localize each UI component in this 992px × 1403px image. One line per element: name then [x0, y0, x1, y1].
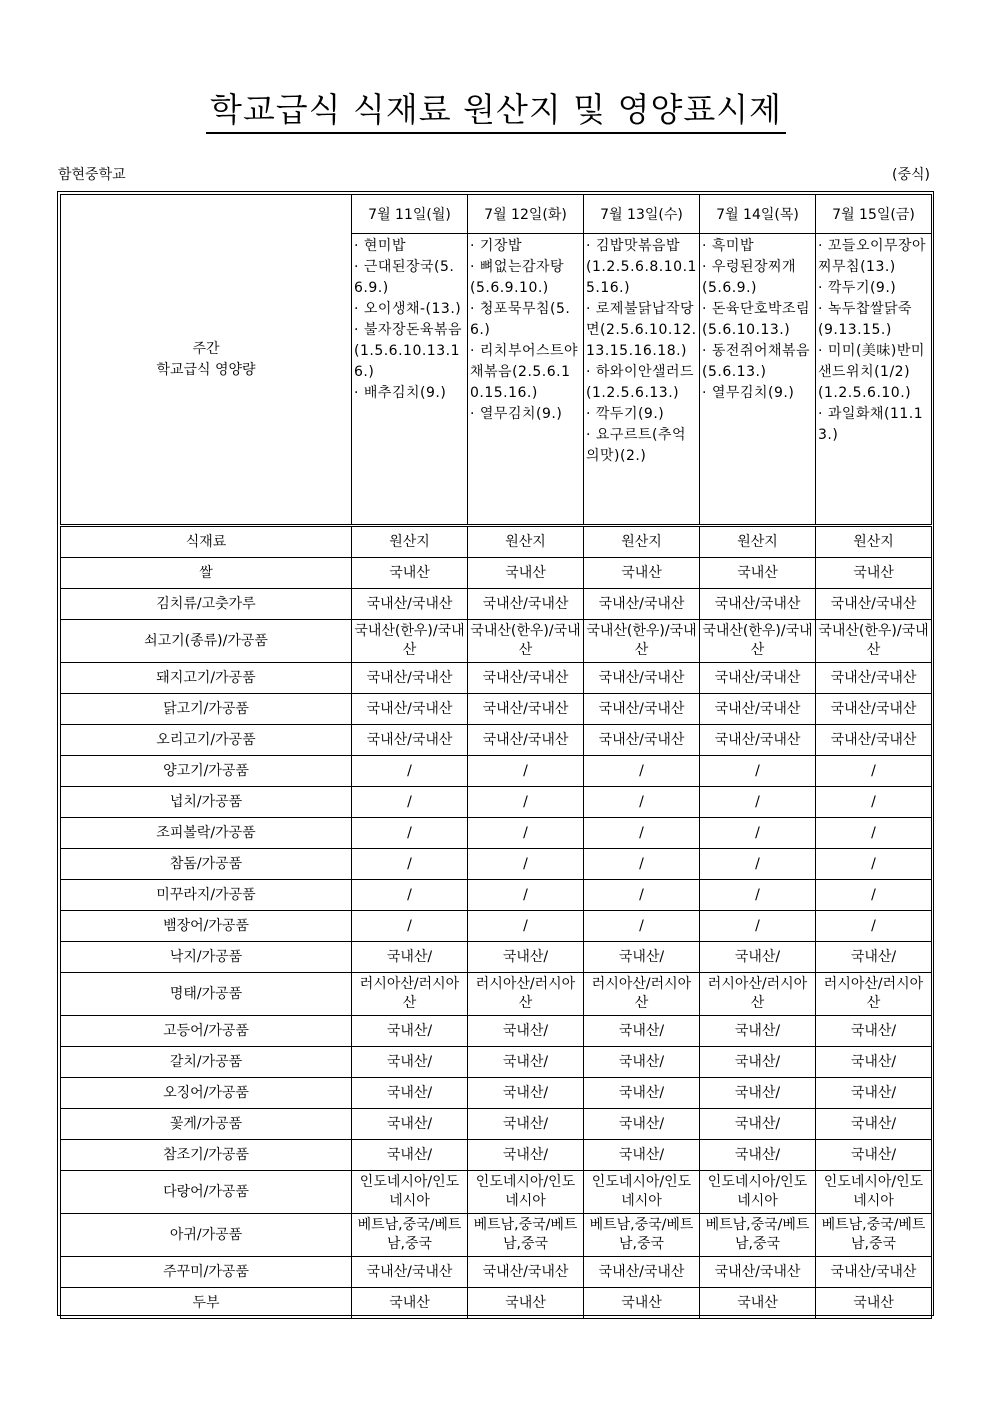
menu-item: · 과일화채(11.13.) — [818, 406, 924, 443]
origin-cell: 국내산/ — [468, 1109, 584, 1140]
origin-cell: 국내산/국내산 — [468, 663, 584, 694]
menu-cell — [584, 234, 700, 525]
ingredient-name: 넙치/가공품 — [61, 787, 352, 818]
origin-cell: 원산지 — [468, 527, 584, 558]
origin-cell: 국내산(한우)/국내산 — [816, 620, 932, 663]
origin-cell: 국내산/국내산 — [816, 694, 932, 725]
nutrition-label-line2: 학교급식 영양량 — [156, 361, 256, 378]
origin-cell: 국내산/ — [584, 1078, 700, 1109]
menu-item: · 녹두찹쌀닭죽(9.13.15.) — [818, 301, 913, 338]
origin-cell: 국내산 — [468, 1288, 584, 1319]
origin-cell: / — [700, 880, 816, 911]
menu-item: · 깍두기(9.) — [818, 280, 897, 296]
menu-item: · 청포묵무침(5.6.) — [470, 301, 571, 338]
origin-cell: 베트남,중국/베트남,중국 — [700, 1214, 816, 1257]
menu-item: · 미미(美味)반미샌드위치(1/2)(1.2.5.6.10.) — [818, 343, 925, 401]
ingredient-name: 오리고기/가공품 — [61, 725, 352, 756]
origin-cell: 국내산 — [816, 1288, 932, 1319]
origin-cell: / — [700, 849, 816, 880]
origin-cell: 국내산/국내산 — [352, 663, 468, 694]
origin-cell: 국내산/국내산 — [816, 589, 932, 620]
origin-cell: / — [700, 787, 816, 818]
origin-cell: / — [352, 911, 468, 942]
origin-cell: 국내산/국내산 — [700, 589, 816, 620]
table-row — [61, 1078, 932, 1109]
ingredient-name: 조피볼락/가공품 — [61, 818, 352, 849]
ingredient-name: 낙지/가공품 — [61, 942, 352, 973]
menu-item: · 현미밥 — [354, 238, 406, 254]
origin-cell: 국내산 — [584, 558, 700, 589]
weekly-menu-table — [60, 194, 932, 525]
table-row — [61, 880, 932, 911]
origin-cell: 국내산/국내산 — [468, 1257, 584, 1288]
page-title: 학교급식 식재료 원산지 및 영양표시제 — [0, 88, 992, 134]
ingredient-name: 쌀 — [61, 558, 352, 589]
menu-item: · 열무김치(9.) — [702, 385, 795, 401]
origin-cell: 러시아산/러시아산 — [584, 973, 700, 1016]
origin-cell: 국내산/ — [584, 1140, 700, 1171]
menu-item: · 꼬들오이무장아찌무침(13.) — [818, 238, 927, 275]
origin-cell: 국내산/국내산 — [352, 1257, 468, 1288]
ingredient-name: 명태/가공품 — [61, 973, 352, 1016]
nutrition-label — [61, 195, 352, 525]
ingredient-name: 닭고기/가공품 — [61, 694, 352, 725]
menu-cell — [352, 234, 468, 525]
origin-cell: 베트남,중국/베트남,중국 — [352, 1214, 468, 1257]
origin-cell: 인도네시아/인도네시아 — [700, 1171, 816, 1214]
origin-cell: 국내산/국내산 — [468, 694, 584, 725]
origin-cell: / — [584, 818, 700, 849]
origin-cell: 국내산/ — [584, 1047, 700, 1078]
origin-cell: 국내산/ — [352, 1078, 468, 1109]
table-row — [61, 694, 932, 725]
origin-cell: 국내산/ — [584, 942, 700, 973]
origin-cell: 국내산/ — [816, 942, 932, 973]
ingredient-name: 식재료 — [61, 527, 352, 558]
date-header: 7월 14일(목) — [700, 195, 816, 234]
table-row — [61, 756, 932, 787]
origin-cell: 국내산 — [700, 558, 816, 589]
origin-cell: 국내산/ — [584, 1016, 700, 1047]
origin-cell: 국내산/국내산 — [352, 589, 468, 620]
origin-cell: 인도네시아/인도네시아 — [352, 1171, 468, 1214]
origin-cell: / — [816, 756, 932, 787]
origin-cell: 국내산/ — [352, 1016, 468, 1047]
origin-cell: 국내산/ — [468, 1140, 584, 1171]
table-row — [61, 527, 932, 558]
menu-item: · 김밥맛볶음밥(1.2.5.6.8.10.15.16.) — [586, 238, 697, 296]
origin-cell: / — [352, 880, 468, 911]
origin-cell: 국내산/ — [816, 1078, 932, 1109]
origin-cell: / — [468, 787, 584, 818]
origin-cell: 국내산/국내산 — [700, 663, 816, 694]
origin-cell: / — [584, 756, 700, 787]
ingredient-name: 갈치/가공품 — [61, 1047, 352, 1078]
origin-cell: / — [816, 849, 932, 880]
origin-cell: 국내산/ — [352, 942, 468, 973]
origin-cell: 러시아산/러시아산 — [816, 973, 932, 1016]
menu-item: · 리치부어스트야채볶음(2.5.6.10.15.16.) — [470, 343, 579, 401]
table-row — [61, 589, 932, 620]
origin-cell: / — [816, 880, 932, 911]
origin-cell: 국내산/국내산 — [584, 694, 700, 725]
menu-item: · 불자장돈육볶음(1.5.6.10.13.16.) — [354, 322, 463, 380]
origin-cell: / — [700, 818, 816, 849]
table-row — [61, 1257, 932, 1288]
origin-cell: 국내산 — [700, 1288, 816, 1319]
origin-cell: 원산지 — [352, 527, 468, 558]
origin-cell: 국내산/국내산 — [352, 694, 468, 725]
origin-cell: 원산지 — [584, 527, 700, 558]
origin-cell: 원산지 — [816, 527, 932, 558]
origin-cell: / — [352, 787, 468, 818]
table-row — [61, 1171, 932, 1214]
date-header: 7월 12일(화) — [468, 195, 584, 234]
origin-cell: 국내산/ — [352, 1109, 468, 1140]
origin-cell: / — [352, 756, 468, 787]
table-row — [61, 849, 932, 880]
menu-item: · 배추김치(9.) — [354, 385, 447, 401]
origin-cell: 국내산/ — [468, 1016, 584, 1047]
table-row — [61, 1214, 932, 1257]
table-row — [61, 620, 932, 663]
ingredient-name: 참조기/가공품 — [61, 1140, 352, 1171]
origin-cell: 국내산 — [816, 558, 932, 589]
meal-type: (중식) — [892, 167, 930, 183]
origin-cell: / — [468, 818, 584, 849]
date-header: 7월 15일(금) — [816, 195, 932, 234]
ingredient-name: 다랑어/가공품 — [61, 1171, 352, 1214]
table-row — [61, 725, 932, 756]
origin-cell: 국내산 — [584, 1288, 700, 1319]
origin-cell: / — [468, 849, 584, 880]
origin-cell: 국내산/ — [352, 1047, 468, 1078]
date-header: 7월 13일(수) — [584, 195, 700, 234]
ingredient-name: 돼지고기/가공품 — [61, 663, 352, 694]
origin-cell: / — [352, 818, 468, 849]
menu-cell — [468, 234, 584, 525]
origin-cell: 국내산/ — [816, 1109, 932, 1140]
origin-cell: 베트남,중국/베트남,중국 — [468, 1214, 584, 1257]
ingredient-name: 고등어/가공품 — [61, 1016, 352, 1047]
origin-cell: 국내산(한우)/국내산 — [468, 620, 584, 663]
table-row — [61, 558, 932, 589]
menu-item: · 뼈없는감자탕(5.6.9.10.) — [470, 259, 565, 296]
origin-cell: 국내산/국내산 — [584, 589, 700, 620]
origin-cell: / — [816, 787, 932, 818]
origin-cell: 국내산/ — [816, 1140, 932, 1171]
ingredient-name: 꽃게/가공품 — [61, 1109, 352, 1140]
origin-cell: 국내산/국내산 — [700, 1257, 816, 1288]
origin-cell: / — [584, 880, 700, 911]
ingredient-name: 양고기/가공품 — [61, 756, 352, 787]
origin-cell: 국내산 — [352, 1288, 468, 1319]
table-row — [61, 1288, 932, 1319]
table-row — [61, 911, 932, 942]
ingredient-name: 오징어/가공품 — [61, 1078, 352, 1109]
origin-cell: / — [584, 787, 700, 818]
menu-item: · 흑미밥 — [702, 238, 754, 254]
origin-table — [60, 526, 932, 1319]
school-name: 함현중학교 — [58, 167, 126, 183]
menu-item: · 하와이안샐러드(1.2.5.6.13.) — [586, 364, 695, 401]
origin-cell: 러시아산/러시아산 — [468, 973, 584, 1016]
origin-cell: 국내산(한우)/국내산 — [700, 620, 816, 663]
ingredient-name: 두부 — [61, 1288, 352, 1319]
origin-cell: 국내산/국내산 — [584, 725, 700, 756]
origin-cell: / — [352, 849, 468, 880]
origin-cell: / — [468, 880, 584, 911]
origin-cell: 베트남,중국/베트남,중국 — [816, 1214, 932, 1257]
table-row — [61, 663, 932, 694]
origin-cell: / — [468, 756, 584, 787]
menu-item: · 오이생채-(13.) — [354, 301, 462, 317]
origin-cell: 베트남,중국/베트남,중국 — [584, 1214, 700, 1257]
table-row — [61, 1047, 932, 1078]
origin-cell: 국내산/국내산 — [468, 589, 584, 620]
menu-item: · 열무김치(9.) — [470, 406, 563, 422]
origin-cell: 인도네시아/인도네시아 — [584, 1171, 700, 1214]
menu-item: · 깍두기(9.) — [586, 406, 665, 422]
ingredient-name: 김치류/고춧가루 — [61, 589, 352, 620]
origin-cell: 국내산/ — [700, 1047, 816, 1078]
origin-cell: 인도네시아/인도네시아 — [468, 1171, 584, 1214]
origin-cell: 국내산(한우)/국내산 — [584, 620, 700, 663]
menu-item: · 동전쥐어채볶음(5.6.13.) — [702, 343, 811, 380]
table-row — [61, 973, 932, 1016]
origin-cell: / — [816, 818, 932, 849]
menu-cell — [700, 234, 816, 525]
table-row — [61, 818, 932, 849]
origin-cell: / — [700, 756, 816, 787]
menu-cell — [816, 234, 932, 525]
origin-cell: 원산지 — [700, 527, 816, 558]
ingredient-name: 미꾸라지/가공품 — [61, 880, 352, 911]
table-row — [61, 1016, 932, 1047]
origin-cell: 국내산 — [468, 558, 584, 589]
origin-cell: 국내산/ — [468, 942, 584, 973]
origin-cell: 국내산/국내산 — [700, 725, 816, 756]
nutrition-label-line1: 주간 — [192, 340, 220, 357]
menu-item: · 근대된장국(5.6.9.) — [354, 259, 455, 296]
ingredient-name: 쇠고기(종류)/가공품 — [61, 620, 352, 663]
table-row — [61, 1140, 932, 1171]
menu-item: · 기장밥 — [470, 238, 522, 254]
origin-cell: 국내산/국내산 — [584, 663, 700, 694]
origin-cell: 국내산/국내산 — [816, 663, 932, 694]
origin-cell: 국내산/국내산 — [700, 694, 816, 725]
origin-cell: / — [584, 911, 700, 942]
table-row — [61, 942, 932, 973]
menu-item: · 우렁된장찌개(5.6.9.) — [702, 259, 797, 296]
menu-item: · 돈육단호박조림(5.6.10.13.) — [702, 301, 811, 338]
menu-item: · 요구르트(추억의맛)(2.) — [586, 427, 687, 464]
origin-cell: 국내산/ — [468, 1047, 584, 1078]
origin-cell: 러시아산/러시아산 — [352, 973, 468, 1016]
menu-item: · 로제불닭납작당면(2.5.6.10.12.13.15.16.18.) — [586, 301, 697, 359]
origin-cell: 국내산/ — [816, 1047, 932, 1078]
origin-cell: 국내산/ — [700, 1016, 816, 1047]
origin-cell: 국내산/ — [584, 1109, 700, 1140]
ingredient-name: 뱀장어/가공품 — [61, 911, 352, 942]
origin-cell: 국내산/국내산 — [468, 725, 584, 756]
ingredient-name: 참돔/가공품 — [61, 849, 352, 880]
origin-cell: 국내산/ — [700, 942, 816, 973]
origin-cell: 국내산/ — [352, 1140, 468, 1171]
table-row — [61, 1109, 932, 1140]
origin-cell: 국내산/ — [700, 1078, 816, 1109]
origin-cell: 국내산/ — [700, 1140, 816, 1171]
origin-cell: 국내산 — [352, 558, 468, 589]
origin-cell: 국내산/ — [700, 1109, 816, 1140]
origin-cell: 인도네시아/인도네시아 — [816, 1171, 932, 1214]
origin-cell: / — [468, 911, 584, 942]
origin-cell: 국내산/국내산 — [352, 725, 468, 756]
origin-cell: / — [700, 911, 816, 942]
origin-cell: 국내산/국내산 — [584, 1257, 700, 1288]
ingredient-name: 주꾸미/가공품 — [61, 1257, 352, 1288]
origin-cell: 국내산/ — [816, 1016, 932, 1047]
origin-cell: 국내산/국내산 — [816, 1257, 932, 1288]
ingredient-name: 아귀/가공품 — [61, 1214, 352, 1257]
date-header: 7월 11일(월) — [352, 195, 468, 234]
origin-cell: / — [816, 911, 932, 942]
table-row — [61, 787, 932, 818]
origin-cell: 국내산(한우)/국내산 — [352, 620, 468, 663]
origin-cell: 러시아산/러시아산 — [700, 973, 816, 1016]
origin-cell: / — [584, 849, 700, 880]
origin-cell: 국내산/ — [468, 1078, 584, 1109]
origin-cell: 국내산/국내산 — [816, 725, 932, 756]
